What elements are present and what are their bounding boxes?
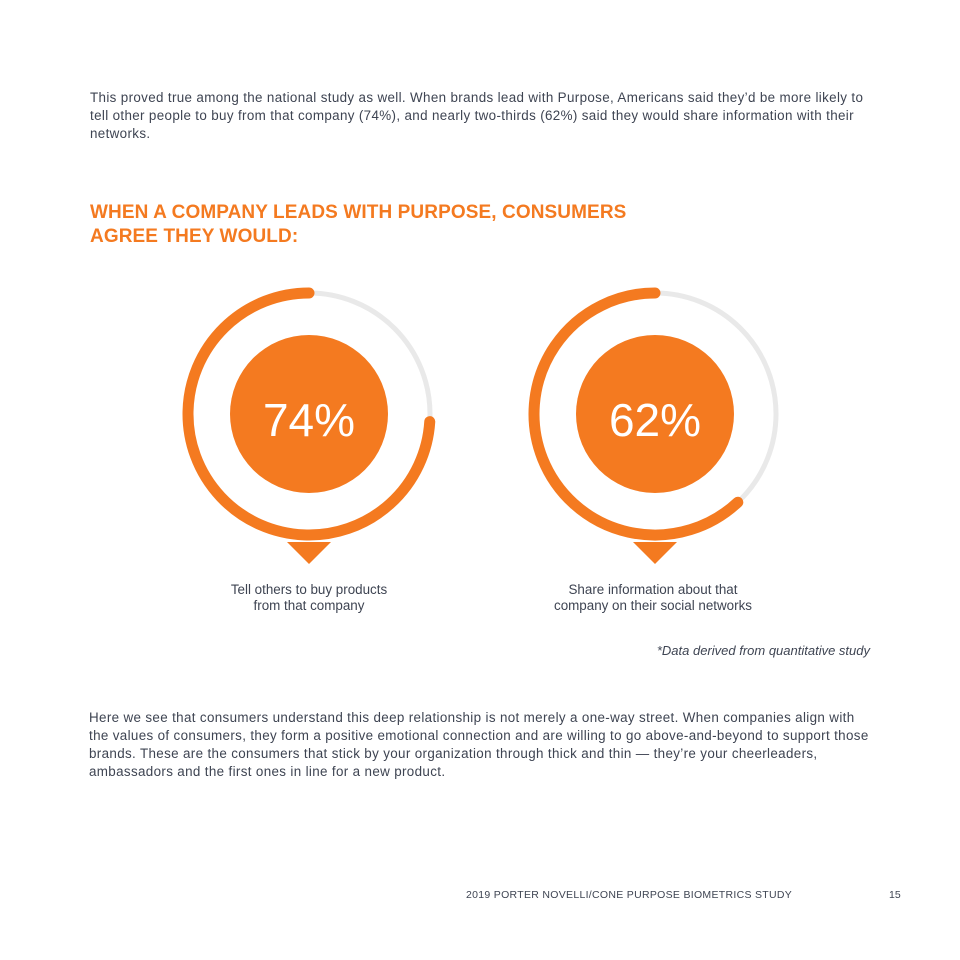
gauge-value-label: 62% xyxy=(608,394,702,446)
gauge-chart xyxy=(174,280,444,570)
heading-line-1: WHEN A COMPANY LEADS WITH PURPOSE, CONSUMERS xyxy=(90,202,627,223)
footnote: *Data derived from quantitative study xyxy=(656,643,870,658)
caption-line-2: from that company xyxy=(253,598,365,613)
page-number: 15 xyxy=(889,889,901,901)
gauge-caption-share-information xyxy=(513,582,793,614)
gauge-tell-others xyxy=(174,280,444,570)
footer-title: 2019 PORTER NOVELLI/CONE PURPOSE BIOMETRICS STUDY xyxy=(466,889,793,901)
intro-paragraph: This proved true among the national study as well. When brands lead with Purpose, Americans said they’d be more likely to tell other people to buy from that company (74%), and nearly two-thirds (62%) said they would share information with their networks. xyxy=(90,90,864,141)
gauge-value-label: 74% xyxy=(262,394,356,446)
gauge-share-information xyxy=(520,280,790,570)
caption-line-2: company on their social networks xyxy=(554,598,752,613)
caption-line-1: Tell others to buy products xyxy=(230,582,388,597)
caption-line-1: Share information about that xyxy=(568,582,738,597)
section-heading xyxy=(90,201,810,249)
gauge-chart xyxy=(520,280,790,570)
gauge-pointer xyxy=(633,542,677,564)
body-paragraph: Here we see that consumers understand this deep relationship is not merely a one-way street. When companies align with the values of consumers, they form a positive emotional connection and are willing to go above-and-beyond to support those brands. These are the consumers that stick by your organization through thick and thin — they’re your cheerleaders, ambassadors and the first ones in line for a new product. xyxy=(89,710,869,779)
gauge-pointer xyxy=(287,542,331,564)
gauge-caption-tell-others xyxy=(169,582,449,614)
heading-line-2: AGREE THEY WOULD: xyxy=(90,226,299,247)
